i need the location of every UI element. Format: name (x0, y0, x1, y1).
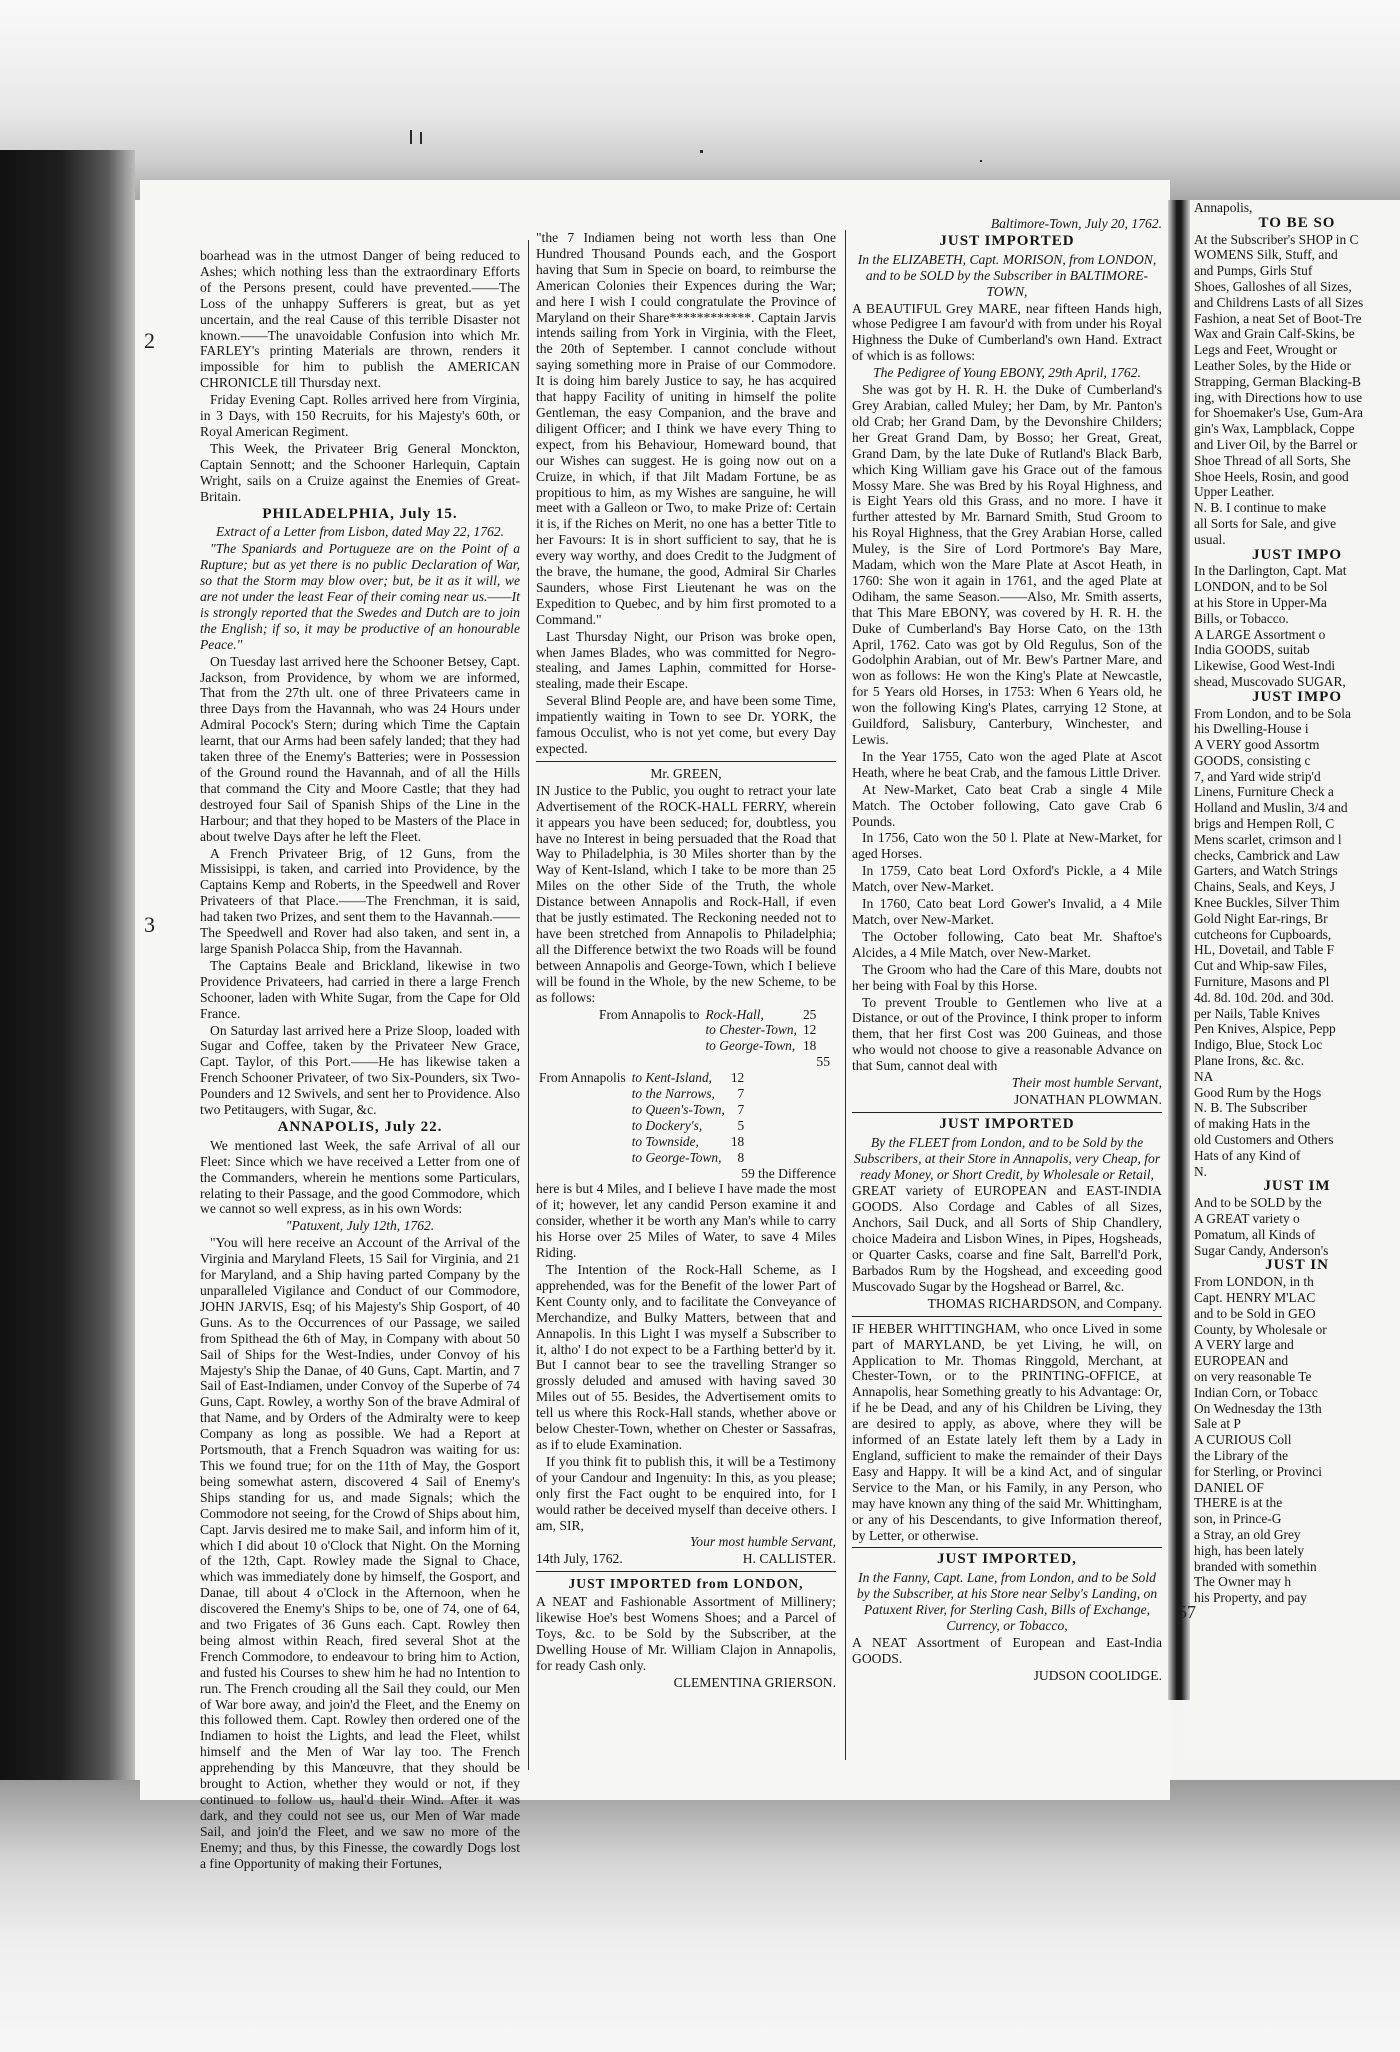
distance-row (596, 1038, 819, 1054)
column-4-line: Garters, and Watch Strings (1194, 863, 1338, 879)
column-4-line: Chains, Seals, and Keys, J (1194, 879, 1335, 895)
col1-text: "The Spaniards and Portugueze are on the Point of a Rupture; but as yet there is no public Declaration of War, so that the Storm may blow over; but, be it as it will, we are not under the least Fear of their coming near us.——It is strongly reported that the Swedes and Dutch are to join the English; if so, it may be productive of an honourable Peace." (200, 541, 520, 652)
distance-mi: 8 (737, 1149, 745, 1165)
distance-to: to Queen's-Town, (631, 1101, 725, 1117)
column-4-lines (1194, 216, 1400, 1606)
col1-text: We mentioned last Week, the safe Arrival of all our Fleet: Since which we have received a Letter from one of the Commanders, wherein he mentions some Particulars, relating to their Passage, and the good Commodore, which we cannot so well express, as in his own Words: (200, 1137, 520, 1217)
column-4-line: Shoes, Galloshes of all Sizes, (1194, 278, 1352, 294)
distance-row (536, 1150, 747, 1166)
letter-salutation: Mr. GREEN, (650, 765, 722, 781)
ad-body: The Groom who had the Care of this Mare, doubts not her being with Foal by this Horse. (852, 961, 1162, 993)
ad-heading: JUST IMPORTED, (937, 1551, 1077, 1568)
ad-body: GREAT variety of EUROPEAN and EAST-INDIA GOODS. Also Cordage and Cables of all Sizes, Anchors, Sail Duck, and all Sorts of Ship Chandlery, choice Madeira and Lisbon Wines, in Pipes, Hogsheads, or Quarter Casks, coarse and fine Salt, Barrell'd Pork, Barbados Rum by the Hogshead, and exceeding good Muscovado Sugar by the Hogshead or Barrel, &c. (852, 1183, 1162, 1294)
column-divider (845, 230, 846, 1760)
column-4-line: Likewise, Good West-Indi (1194, 658, 1336, 674)
column-4-line: usual. (1194, 531, 1226, 547)
col1-text: A French Privateer Brig, of 12 Guns, from the Missisippi, is taken, and carried into Providence, by the Captains Kemp and Roberts, in the Speedwell and Rover Privateers of that Place.——The Frenchman, it is said, had taken two Prizes, and sent them to the Havannah.——The Speedwell and Rover had also taken, and sent in, a large Spanish Polacca Ship, from the Havannah. (200, 845, 520, 956)
column-4-line: And to be SOLD by the (1194, 1195, 1322, 1211)
ad-close: Their most humble Servant, (1011, 1075, 1162, 1091)
distance-to: to George-Town, (631, 1149, 722, 1165)
distance-from (536, 1118, 629, 1134)
column-4-line: Leather Soles, by the Hide or (1194, 357, 1351, 373)
column-4-line: A VERY large and (1194, 1337, 1294, 1353)
column-4-line: A LARGE Assortment o (1194, 626, 1326, 642)
margin-number: 3 (144, 912, 155, 937)
column-4-line: old Customers and Others (1194, 1132, 1334, 1148)
column-4-line: his Dwelling-House i (1194, 721, 1309, 737)
column-4-line: Hats of any Kind of (1194, 1147, 1301, 1163)
distance-to: to Townside, (631, 1133, 699, 1149)
column-4-line: and Liver Oil, by the Barrel or (1194, 436, 1358, 452)
column-4-line: WOMENS Silk, Stuff, and (1194, 247, 1338, 263)
ad-heading: JUST IMPORTED (939, 232, 1075, 249)
column-4-line: Strapping, German Blacking-B (1194, 373, 1361, 389)
letter-date: 14th July, 1762. (536, 1551, 623, 1567)
column-4-line: Gold Night Ear-rings, Br (1194, 910, 1328, 926)
column-4-line: THERE is at the (1194, 1495, 1283, 1511)
ad-signer: CLEMENTINA GRIERSON. (673, 1674, 836, 1690)
rule (536, 1571, 836, 1572)
column-4-line: and to be Sold in GEO (1194, 1305, 1316, 1321)
distance-to: to Dockery's, (631, 1117, 703, 1133)
column-4-line: EUROPEAN and (1194, 1353, 1289, 1369)
column-4-line: 4d. 8d. 10d. 20d. and 30d. (1194, 989, 1334, 1005)
column-4-line: high, has been lately (1194, 1542, 1305, 1558)
column-4-line: and Pumps, Girls Stuf (1194, 263, 1313, 279)
rule (852, 1547, 1162, 1548)
column-4-line: shead, Muscovado SUGAR, (1194, 673, 1346, 689)
column-4-line: Furniture, Masons and Pl (1194, 974, 1330, 990)
column-4-line: branded with somethin (1194, 1558, 1317, 1574)
column-4-line: brigs and Hempen Roll, C (1194, 816, 1335, 832)
column-4-line: a Stray, an old Grey (1194, 1526, 1301, 1542)
rule (536, 761, 836, 762)
ad-body: In the Year 1755, Cato won the aged Plate at Ascot Heath, where he beat Crab, and the famous Little Driver. (852, 748, 1162, 780)
ad-subheading: In the ELIZABETH, Capt. MORISON, from LONDON, and to be SOLD by the Subscriber in BALTIMORE-TOWN, (857, 251, 1157, 299)
letter-body: If you think fit to publish this, it will be a Testimony of your Candour and Ingenuity: In this, as you please; only first the Fact ought to be enquired into, for I would rather be deceived myself than deceive others. I am, SIR, (536, 1453, 836, 1533)
column-4-line: Cut and Whip-saw Files, (1194, 958, 1327, 974)
distance-to: Rock-Hall, (705, 1006, 764, 1022)
letter-body: here is but 4 Miles, and I believe I have made the most of it; however, let any candid Person examine it and consider, whether it be worth any Man's while to carry his Horse over 25 Miles of Water, to save 4 Miles Riding. (536, 1181, 836, 1261)
column-4-line: Pomatum, all Kinds of (1194, 1226, 1316, 1242)
col1-text: The Captains Beale and Brickland, likewise in two Providence Privateers, had carried in there a large French Schooner, laden with White Sugar, from the Cape for Old France. (200, 957, 520, 1021)
column-4-line: HL, Dovetail, and Table F (1194, 942, 1335, 958)
column-4-line: JUST IMPO (1252, 688, 1342, 705)
column-4-line: DANIEL OF (1194, 1479, 1264, 1495)
distance-from (596, 1022, 702, 1038)
distance-mi: 7 (737, 1101, 745, 1117)
column-4-line: all Sorts for Sale, and give (1194, 515, 1337, 531)
distance-to: to the Narrows, (631, 1086, 715, 1102)
col2-text: "the 7 Indiamen being not worth less than One Hundred Thousand Pounds each, and the Gosport having that Sum in Specie on board, to reimburse the American Colonies their Expences during the War; and here I wish I could congratulate the Province of Maryland on their Share************. Captain Jarvis intends sailing from York in Virginia, with the Fleet, the 20th of September. I cannot conclude without saying something more in Praise of our Commodore. It is doing him barely Justice to say, he has acquired that happy Facility of uniting in himself the polite Gentleman, the easy Companion, and the brave and diligent Officer; and I think we have every Thing to expect, from his Behaviour, Homeward bound, that our Wishes can suggest. He is going now out on a Cruize, in which, if that Jilt Madam Fortune, be as propitious to him, as my Wishes are sanguine, he will meet with a Galleon or Two, to make Prize of: Certain it is, if the Riches on Merit, no one has a better Title to her Favours: It is in short sufficient to say, that he is every way worthy, and does Credit to the Judgment of the brave, the humane, the good, Admiral Sir Charles Saunders, whose First Lieutenant he was on the Expedition to Quebec, and by him first promoted to a Command." (536, 230, 836, 627)
distance-total-2: 59 the Difference (741, 1165, 836, 1181)
column-4-line: Indian Corn, or Tobacc (1194, 1384, 1318, 1400)
column-4-line: for Sterling, or Provinci (1194, 1463, 1322, 1479)
column-4-line: Linens, Furniture Check a (1194, 784, 1334, 800)
distance-total-1: 55 (816, 1054, 830, 1070)
distance-row (596, 1022, 819, 1038)
column-4-line: N. B. I continue to make (1194, 500, 1327, 516)
rule (852, 1112, 1162, 1113)
ad-body: In 1759, Cato beat Lord Oxford's Pickle, a 4 Mile Match, over New-Market. (852, 863, 1162, 895)
ad-body: The Pedigree of Young EBONY, 29th April, 1762. (873, 365, 1141, 381)
column-4-line: Fashion, a neat Set of Boot-Tre (1194, 310, 1362, 326)
facing-page (1190, 200, 1400, 1760)
distance-table-2 (536, 1070, 747, 1165)
ad-body: At New-Market, Cato beat Crab a single 4 Mile Match. The October following, Cato gave Crab 6 Pounds. (852, 781, 1162, 829)
col1-text: On Saturday last arrived here a Prize Sloop, loaded with Sugar and Coffee, taken by the Privateer New Grace, Capt. Taylor, of this Port.——He has likewise taken a French Schooner Privateer, of two Six-Pounders, six Two-Pounders and 12 Swivels, and sent her to Providence. Also two Petitaugers, with Sugar, &c. (200, 1022, 520, 1118)
column-4-line: Knee Buckles, Silver Thim (1194, 895, 1340, 911)
distance-to: to George-Town, (705, 1038, 796, 1054)
running-head: Annapolis, (1194, 200, 1253, 215)
distance-mi: 25 (802, 1006, 817, 1022)
letter-close: Your most humble Servant, (689, 1534, 836, 1550)
column-4-line: per Nails, Table Knives (1194, 1005, 1320, 1021)
column-4-line: the Library of the (1194, 1447, 1289, 1463)
column-4-line: Wax and Grain Calf-Skins, be (1194, 326, 1355, 342)
ad-signer: THOMAS RICHARDSON, and Company. (927, 1295, 1162, 1311)
ad-body: The October following, Cato beat Mr. Shaftoe's Alcides, a 4 Mile Match, over New-Market. (852, 928, 1162, 960)
column-4-line: Bills, or Tobacco. (1194, 610, 1289, 626)
column-4-line: Capt. HENRY M'LAC (1194, 1289, 1316, 1305)
distance-mi: 5 (737, 1117, 745, 1133)
distance-row (536, 1118, 747, 1134)
margin-number: 57 (1178, 1602, 1196, 1622)
column-4-line: From London, and to be Sola (1194, 705, 1351, 721)
distance-to: to Chester-Town, (705, 1022, 797, 1038)
column-4-line: gin's Wax, Lampblack, Coppe (1194, 421, 1355, 437)
col1-text: Extract of a Letter from Lisbon, dated May 22, 1762. (216, 524, 504, 540)
column-4-line: Holland and Muslin, 3/4 and (1194, 800, 1348, 816)
distance-mi: 12 (802, 1022, 817, 1038)
column-4-line: Sugar Candy, Anderson's (1194, 1242, 1329, 1258)
col1-text: "You will here receive an Account of the Arrival of the Virginia and Maryland Fleets, 15 Sail for Virginia, and 21 for Maryland, and a Ship having parted Company by the unparalleled Vigilance and Conduct of our Commodore, JOHN JARVIS, Esq; of his Majesty's Ship Gosport, of 40 Guns. As to the Occurrences of our Passage, we sailed from Spithead the 6th of May, in Company with about 50 Sail of Ships for the West-Indies, under Convoy of his Majesty's Ship the Danae, of 40 Guns, Capt. Martin, and 7 Sail of East-Indiamen, under Convoy of the Superbe of 74 Guns, Capt. Rowley, a worthy Son of the brave Admiral of that Name, and by Orders of the Admiralty were to keep Company as long as possible. We had a Report at Portsmouth, that a French Squadron was waiting for us: This we found true; for on the 11th of May, the Gosport being somewhat astern, discovered 4 Sail of Enemy's Ships standing for us, and made Signals; which the Commodore not seeing, for the Crowd of Ships about him, Capt. Jarvis desired me to make Sail, and inform him of it, which I did about 10 o'Clock that Night. On the Morning of the 12th, Capt. Rowley made the Signal to Chace, which was immediately done by himself, the Gosport, and Danae, till about 4 o'Clock in the Afternoon, when he discovered the Enemy's Ships to be, one of 74, one of 64, and two Frigates of 36 Guns each. Capt. Rowley then being almost within Reach, fired several Shot at the French Commodore, to endeavour to bring him to Action, and fusted his Courses to shew him he had no Intention to run. The French crouding all the Sail they could, our Men of War bore away, and join'd the Fleet, and the Enemy on this followed them. Capt. Rowley then ordered one of the Indiamen to hoist the Lights, and lead the Fleet, whilst himself and the Men of War lay too. The French apprehending by this Manœuvre, that they should be brought to Action, whether they would or not, if they continued to follow us, haul'd their Wind. After it was dark, and they could not see us, our Men of War made Sail, and join'd the Fleet, and we saw no more of the Enemy; and thus, by this Finesse, the cowardly Dogs lost a fine Opportunity of making their Fortunes, (200, 1235, 520, 1871)
ad-subheading: In the Fanny, Capt. Lane, from London, and to be Sold by the Subscriber, at his Store near Selby's Landing, on Patuxent River, for Sterling Cash, Bills of Exchange, Currency, or Tobacco, (856, 1570, 1158, 1634)
column-4-line: A GREAT variety o (1194, 1211, 1300, 1226)
letter-signer: H. CALLISTER. (742, 1551, 836, 1567)
distance-row (536, 1102, 747, 1118)
column-4-line: TO BE SO (1258, 214, 1336, 231)
col2-text: Last Thursday Night, our Prison was broke open, when James Blades, who was committed for Negro-stealing, and James Laphin, committed for Horse-stealing, made their Escape. (536, 628, 836, 692)
distance-from: From Annapolis (539, 1070, 626, 1086)
distance-from (536, 1134, 629, 1150)
distance-from (536, 1150, 629, 1166)
letter-body: IN Justice to the Public, you ought to retract your late Advertisement of the ROCK-HALL FERRY, wherein it appears you have been seduced; for, doubtless, you have no Interest in being persuaded that the Road that Way to Philadelphia, is 30 Miles shorter than by the Way of Kent-Island, which I take to be more than 25 Miles on the other Side of the Truth, the whole Distance between Annapolis and Rock-Hall, if even that be justly estimated. The Reckoning needed not to have been stretched from Annapolis to Philadelphia; all the Difference betwixt the two Roads will be found between Annapolis and George-Town, which I believe will be found in the Whole, by the new Scheme, to be as follows: (536, 782, 836, 1005)
ad-body: She was got by H. R. H. the Duke of Cumberland's Grey Arabian, called Muley; her Dam, by Mr. Panton's old Crab; her Grand Dam, by the Devonshire Childers; her Great Grand Dam, by Bosso; her Great, Great, Grand Dam, by the late Duke of Rutland's Black Barb, which King William gave his Grace out of the famous Mossy Mare. She was Bred by his Royal Highness, and is Eight Years old this Grass, and no more. I have it further attested by Mr. Barnard Smith, Stud Groom to his Royal Highness, that the Grey Arabian Horse, called Muley, is the Sire of Lord Portmore's Bay Mare, Madam, which won the Mare Plate at Ascot Heath, in 1760: She won it again in 1761, and the aged Plate at Odiham, the same Season.——Also, Mr. Smith asserts, that This Mare EBONY, was covered by H. R. H. the Duke of Cumberland's Bay Horse Cato, on the 13th April, 1762. Cato was got by Old Regulus, Son of the Godolphin Arabian, out of Mr. Bew's Partner Mare, and won as follows: He won the King's Plate at Newcastle, for 5 Years old Horses, in 1753: When 6 Years old, he won the following King's Plates, carrying 12 Stone, at Guildford, Salisbury, Canterbury, Winchester, and Lewis. (852, 382, 1162, 747)
column-4-line: Shoe Heels, Rosin, and good (1194, 468, 1349, 484)
col2-text: Several Blind People are, and have been some Time, impatiently waiting in Town to see Dr. YORK, the famous Occulist, who is not yet come, but every Day expected. (536, 693, 836, 756)
column-4-line: son, in Prince-G (1194, 1511, 1282, 1527)
distance-mi: 18 (802, 1038, 817, 1054)
column-4-line: cutcheons for Cupboards, (1194, 926, 1332, 942)
scan-top-margin (0, 0, 1400, 200)
distance-row (536, 1134, 747, 1150)
ad-body: To prevent Trouble to Gentlemen who live at a Distance, or out of the Province, I think proper to inform them, that her first Cost was 200 Guineas, and those who would not choose to give a reasonable Advance on that Sum, cannot deal with (852, 994, 1162, 1074)
distance-row (596, 1007, 819, 1023)
column-4-line: on very reasonable Te (1194, 1368, 1312, 1384)
column-4 (1194, 200, 1400, 1606)
column-4-line: his Property, and pay (1194, 1590, 1307, 1606)
column-4-line: India GOODS, suitab (1194, 642, 1310, 658)
column-4-line: N. B. The Subscriber (1194, 1100, 1308, 1116)
distance-from: From Annapolis to (599, 1006, 700, 1022)
newspaper-page (140, 180, 1170, 1871)
col1-text: On Tuesday last arrived here the Schooner Betsey, Capt. Jackson, from Providence, by whom we are informed, That from the 27th ult. one of three Privateers came in three Days from the Havannah, who was 24 Hours under Admiral Pocock's Stern; during which Time the Captain learnt, that our Arms had been safely landed; that they had taken three of the Enemy's Batteries; were in Possession of the Ground round the Havannah, and of all the Hills that command the City and Moore Castle; that they had destroyed four Sail of Spanish Ships of the Line in the Harbour; and that they hoped to be Masters of the Place in about twelve Days after he left the Fleet. (200, 653, 520, 844)
column-4-line: NA (1194, 1068, 1214, 1084)
ad-body: IF HEBER WHITTINGHAM, who once Lived in some part of MARYLAND, be yet Living, he will, on Application to Mr. Thomas Ringgold, Merchant, at Chester-Town, or to the PRINTING-OFFICE, at Annapolis, hear Something greatly to his Advantage: Or, if he be Dead, and any of his Children be Living, they are desired to apply, as above, where they will be informed of an Estate lately left them by a Lady in England, sufficient to make the remainder of their Days Easy and Happy. It will be a kind Act, and of singular Service to the Man, or his Family, in any Person, who may have known any thing of the said Mr. Whittingham, or any of his Descendants, to give Information thereof, by Letter, or otherwise. (852, 1320, 1162, 1543)
ad-body: A NEAT Assortment of European and East-India GOODS. (852, 1634, 1162, 1666)
column-4-line: Shoe Thread of all Sorts, She (1194, 452, 1351, 468)
column-4-line: Pen Knives, Alspice, Pepp (1194, 1021, 1336, 1037)
column-4-line: The Owner may h (1194, 1574, 1292, 1590)
distance-to: to Kent-Island, (631, 1070, 713, 1086)
ad-body: In 1760, Cato beat Lord Gower's Invalid, a 4 Mile Match, over New-Market. (852, 896, 1162, 927)
distance-from (536, 1102, 629, 1118)
distance-mi: 12 (730, 1070, 745, 1086)
column-4-line: Mens scarlet, crimson and l (1194, 831, 1342, 847)
column-4-line: checks, Cambrick and Law (1194, 847, 1340, 863)
column-4-line: On Wednesday the 13th (1194, 1400, 1322, 1416)
ad-body: A BEAUTIFUL Grey MARE, near fifteen Hands high, whose Pedigree I am favour'd with from under his Royal Highness the Duke of Cumberland's own Hand. Extract of which is as follows: (852, 300, 1162, 364)
column-4-line: A CURIOUS Coll (1194, 1432, 1292, 1448)
column-4-line: at his Store in Upper-Ma (1194, 594, 1327, 610)
ad-signer: JUDSON COOLIDGE. (1033, 1667, 1162, 1683)
col1-text: boarhead was in the utmost Danger of being reduced to Ashes; which nothing less than the extraordinary Efforts of the Persons present, could have prevented.——The Loss of the unhappy Sufferers is great, but as yet uncertain, and the real Cause of this terrible Disaster not known.——The unavoidable Confusion into which Mr. FARLEY's printing Materials are thrown, renders it impossible for him to publish the AMERICAN CHRONICLE till Thursday next. (200, 248, 520, 391)
annapolis-heading: ANNAPOLIS, July 22. (277, 1118, 443, 1135)
column-4-line: Upper Leather. (1194, 484, 1275, 500)
column-4-line: LONDON, and to be Sol (1194, 579, 1328, 595)
philadelphia-heading: PHILADELPHIA, July 15. (262, 505, 458, 522)
column-4-line: and Childrens Lasts of all Sizes (1194, 294, 1364, 310)
column-4-line: County, by Wholesale or (1194, 1321, 1327, 1337)
col1-text: "Patuxent, July 12th, 1762. (285, 1218, 435, 1234)
column-4-line: Legs and Feet, Wrought or (1194, 342, 1338, 358)
ad-heading: JUST IMPORTED from LONDON, (568, 1576, 804, 1592)
column-4-line: At the Subscriber's SHOP in C (1194, 231, 1359, 247)
ad-subheading: By the FLEET from London, and to be Sold by the Subscribers, at their Store in Annapolis, very Cheap, for ready Money, or Short Credit, by Wholesale or Retail, (853, 1134, 1161, 1182)
column-4-line: A VERY good Assortm (1194, 737, 1320, 753)
distance-row (536, 1086, 747, 1102)
col1-text: This Week, the Privateer Brig General Monckton, Captain Sennott; and the Schooner Harlequin, Captain Wright, sails on a Cruize against the Enemies of Great-Britain. (200, 440, 520, 504)
column-4-line: JUST IN (1265, 1257, 1329, 1274)
distance-from (596, 1038, 702, 1054)
rule (852, 1316, 1162, 1317)
column-4-line: N. (1194, 1163, 1208, 1179)
column-1 (200, 248, 520, 1871)
ad-signer: JONATHAN PLOWMAN. (1013, 1091, 1162, 1107)
book-binding-left (0, 150, 135, 2052)
margin-number: 2 (144, 328, 155, 353)
book-gutter (1168, 200, 1190, 1700)
col1-text: Friday Evening Capt. Rolles arrived here from Virginia, in 3 Days, with 150 Recruits, for his Majesty's 60th, or Royal American Regiment. (200, 392, 520, 439)
column-4-line: Good Rum by the Hogs (1194, 1084, 1322, 1100)
column-4-line: From LONDON, in th (1194, 1274, 1314, 1290)
column-4-line: Indigo, Blue, Stock Loc (1194, 1037, 1323, 1053)
column-4-line: Plane Irons, &c. &c. (1194, 1053, 1305, 1069)
column-4-line: ing, with Directions how to use (1194, 389, 1363, 405)
column-4-line: Sale at P (1194, 1416, 1241, 1432)
letter-signature (536, 1551, 836, 1567)
column-2 (536, 230, 836, 1790)
column-4-line: JUST IM (1263, 1178, 1331, 1195)
column-divider (528, 240, 529, 1770)
column-4-line: GOODS, consisting c (1194, 752, 1311, 768)
column-4-line: In the Darlington, Capt. Mat (1194, 563, 1347, 579)
column-4-line: JUST IMPO (1252, 546, 1342, 563)
column-3 (852, 216, 1162, 1786)
ad-body: In 1756, Cato won the 50 l. Plate at New-Market, for aged Horses. (852, 830, 1162, 862)
distance-mi: 7 (737, 1086, 745, 1102)
letter-body: The Intention of the Rock-Hall Scheme, as I apprehended, was for the Benefit of the lower Part of Kent County only, and to facilitate the Conveyance of Merchandize, and Bulky Matters, between that and Annapolis. In this Light I was myself a Subscriber to it, altho' I do not expect to be a Farthing better'd by it. But I cannot bear to see the travelling Stranger so grossly deluded and amused with having saved 30 Miles out of 55. Besides, the Advertisement omits to tell us where this Rock-Hall stands, whether above or below Chester-Town, whether on Chester or Sassafras, as if to elude Examination. (536, 1262, 836, 1452)
column-4-line: 7, and Yard wide strip'd (1194, 768, 1321, 784)
distance-table-1 (596, 1007, 819, 1055)
distance-row (536, 1070, 747, 1086)
ad-body: A NEAT and Fashionable Assortment of Millinery; likewise Hoe's best Womens Shoes; and a Parcel of Toys, &c. to be Sold by the Subscriber, at the Dwelling House of Mr. William Clajon in Annapolis, for ready Cash only. (536, 1594, 836, 1673)
distance-from (536, 1086, 629, 1102)
column-4-line: of making Hats in the (1194, 1116, 1311, 1132)
ad-heading: JUST IMPORTED (939, 1115, 1075, 1132)
distance-mi: 18 (730, 1133, 745, 1149)
dateline: Baltimore-Town, July 20, 1762. (990, 216, 1162, 231)
column-4-line: for Shoemaker's Use, Gum-Ara (1194, 405, 1364, 421)
